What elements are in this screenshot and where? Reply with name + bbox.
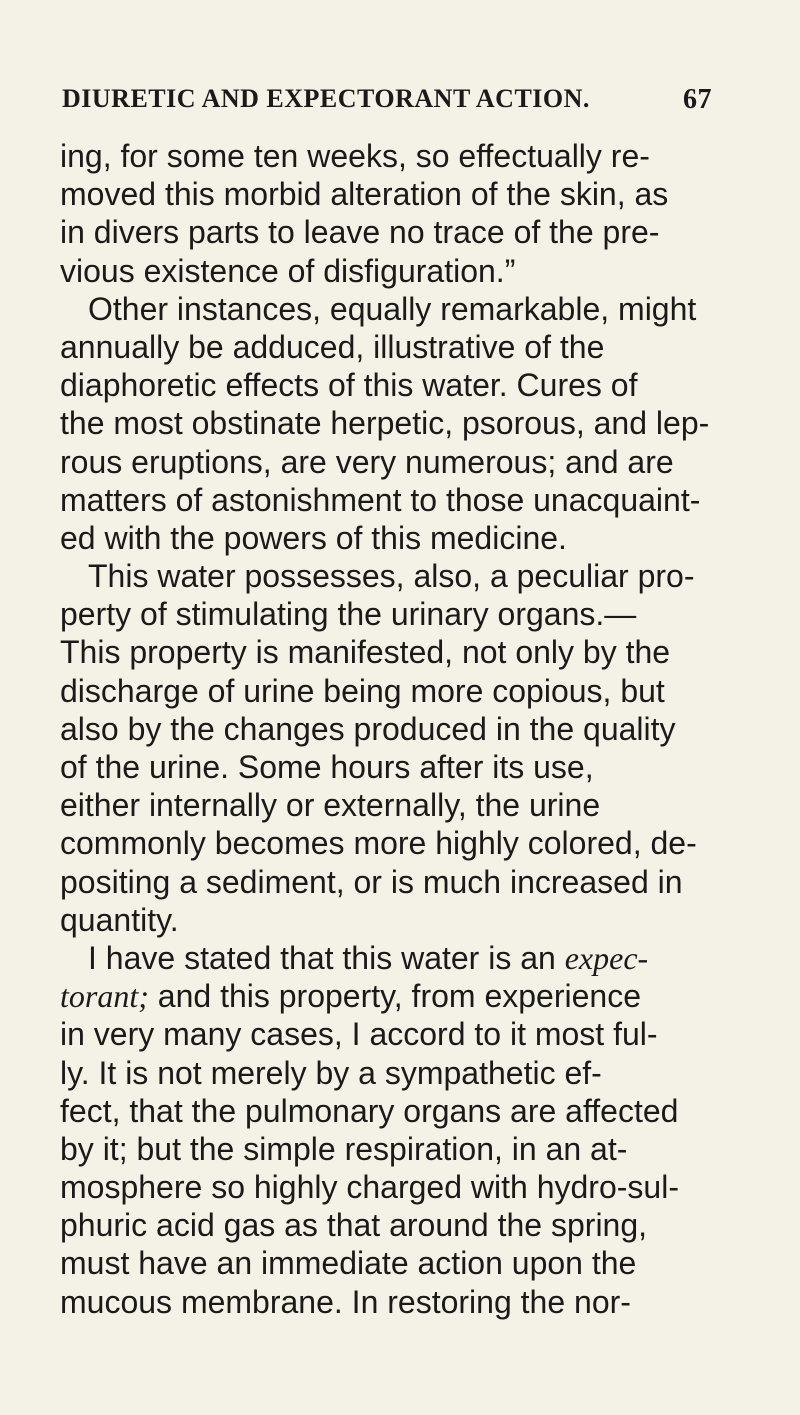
running-head xyxy=(62,84,712,124)
text-line: diaphoretic effects of this water. Cures of xyxy=(60,367,638,404)
text-line: Other instances, equally remarkable, might xyxy=(88,290,697,327)
text-line: ly. It is not merely by a sympathetic ef- xyxy=(60,1054,602,1091)
text-line: quantity. xyxy=(60,901,179,938)
text-line: mucous membrane. In restoring the nor- xyxy=(60,1283,631,1320)
text-line: by it; but the simple respiration, in an at- xyxy=(60,1130,628,1167)
text-line xyxy=(60,939,740,977)
text-line: must have an immediate action upon the xyxy=(60,1245,637,1282)
italic-term: expec- xyxy=(564,939,649,976)
body-text xyxy=(60,137,740,1321)
text-line: matters of astonishment to those unacquaint- xyxy=(60,481,701,518)
text-run: I have stated that this water is an xyxy=(88,939,565,976)
text-line: in very many cases, I accord to it most ful- xyxy=(60,1016,658,1053)
text-run: and this property, from experience xyxy=(148,978,641,1015)
chapter-title: DIURETIC AND EXPECTORANT ACTION. xyxy=(62,84,590,113)
text-line: vious existence of disfiguration.” xyxy=(60,252,516,289)
text-line: rous eruptions, are very numerous; and are xyxy=(60,443,674,480)
text-line: ed with the powers of this medicine. xyxy=(60,519,567,556)
text-line: commonly becomes more highly colored, de- xyxy=(60,825,697,862)
text-line: mosphere so highly charged with hydro-sul- xyxy=(60,1169,679,1206)
text-line: of the urine. Some hours after its use, xyxy=(60,749,594,785)
text-line: ing, for some ten weeks, so effectually re- xyxy=(60,138,650,174)
text-line: in divers parts to leave no trace of the pre- xyxy=(60,214,660,251)
text-line: annually be adduced, illustrative of the xyxy=(60,328,605,365)
text-line: positing a sediment, or is much increased in xyxy=(60,863,683,900)
text-line: also by the changes produced in the quality xyxy=(60,710,676,747)
page-number: 67 xyxy=(683,84,712,115)
text-line: phuric acid gas as that around the spring, xyxy=(60,1207,648,1244)
text-line: fect, that the pulmonary organs are affected xyxy=(60,1092,679,1129)
text-line: This property is manifested, not only by the xyxy=(60,634,671,671)
text-line: perty of stimulating the urinary organs.— xyxy=(60,596,637,633)
text-line: either internally or externally, the urine xyxy=(60,787,601,824)
text-line: the most obstinate herpetic, psorous, and lep- xyxy=(60,405,710,442)
text-line: discharge of urine being more copious, but xyxy=(60,672,665,709)
text-line xyxy=(60,977,740,1015)
text-line: moved this morbid alteration of the skin, as xyxy=(60,176,669,213)
text-line: This water possesses, also, a peculiar pro- xyxy=(88,558,695,595)
italic-term: torant; xyxy=(60,978,149,1015)
